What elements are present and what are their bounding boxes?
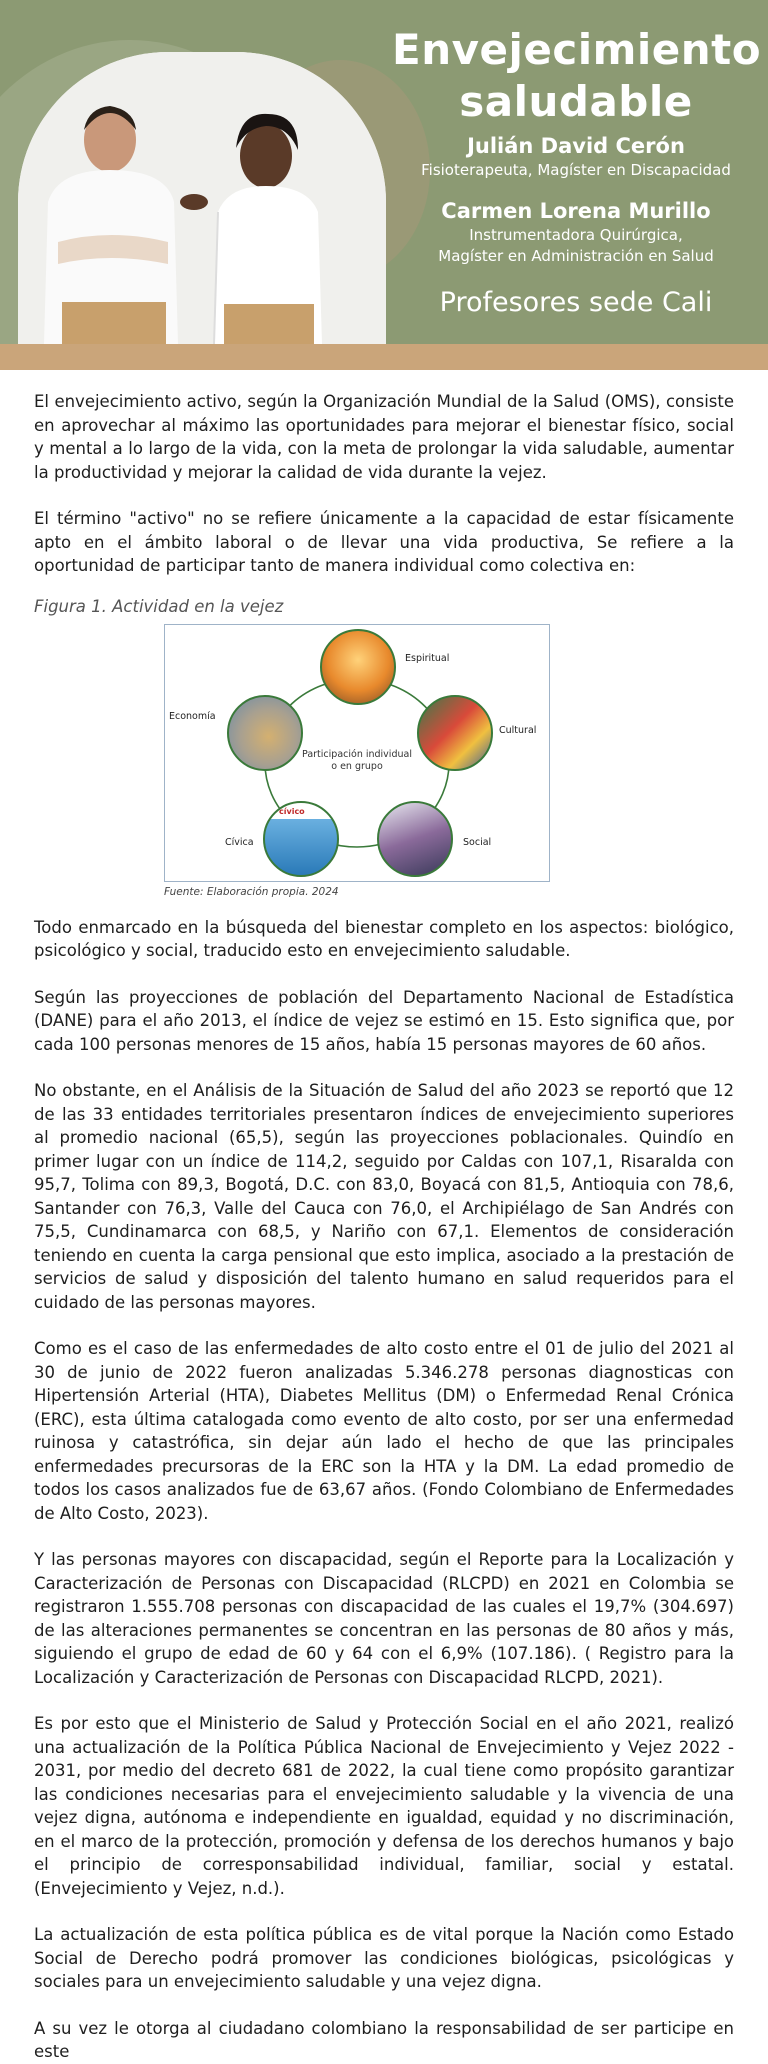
header-divider-band (0, 344, 768, 370)
paragraph-2: El término "activo" no se refiere únicamente a la capacidad de estar físicamente apto en el ámbito laboral o de llevar una vida productiva, Se refiere a la oportunidad de participar tanto de manera individual como colectiva en: (34, 509, 734, 575)
header-banner (0, 0, 768, 344)
author1-name: Julián David Cerón (467, 134, 685, 158)
author2-role-line1: Instrumentadora Quirúrgica, (469, 226, 683, 244)
paragraph-4: Según las proyecciones de población del Departamento Nacional de Estadística (DANE) para el año 2013, el índice de vejez se estimó en 15. Esto significa que, por cada 100 personas menores de 15 años, había 15 personas mayores de 60 años. (34, 987, 734, 1054)
economy-image (227, 695, 303, 771)
spiritual-image (320, 629, 396, 705)
paragraph-10: A su vez le otorga al ciudadano colombiano la responsabilidad de ser participe en este (34, 2018, 734, 2061)
title-line-1: Envejecimiento (392, 25, 762, 74)
authors-photo (18, 52, 386, 344)
label-civica: Cívica (225, 836, 254, 848)
sede-label: Profesores sede Cali (439, 287, 713, 318)
figure-caption: Figura 1. Actividad en la vejez (34, 596, 284, 616)
author2-name: Carmen Lorena Murillo (441, 199, 711, 223)
article-body (0, 370, 768, 2064)
paragraph-1: El envejecimiento activo, según la Organización Mundial de la Salud (OMS), consiste en aprovechar al máximo las oportunidades para mejorar el bienestar físico, social y mental a lo largo de la vida, con la meta de prolongar la vida saludable, aumentar la productividad y mejorar la calidad de vida durante la vejez. (34, 392, 734, 482)
center-label-line1: Participación individual (302, 748, 412, 760)
paragraph-9: La actualización de esta política pública es de vital porque la Nación como Estado Social de Derecho podrá promover las condiciones biológicas, psicológicas y sociales para un envejecimiento saludable y una vejez digna. (34, 1925, 734, 1991)
paragraph-8: Es por esto que el Ministerio de Salud y Protección Social en el año 2021, realizó una actualización de la Política Pública Nacional de Envejecimiento y Vejez 2022 - 2031, por medio del decreto 681 de 2022, la cual tiene como propósito garantizar las condiciones necesarias para el envejecimiento saludable y la vivencia de una vejez digna, autónoma e independiente en igualdad, equidad y no discriminación, en el marco de la protección, promoción y defensa de los derechos humanos y bajo el principio de corresponsabilidad individual, familiar, social y estatal. (Envejecimiento y Vejez, n.d.). (34, 1714, 734, 1898)
header-text-block (392, 24, 760, 321)
title-line-2: saludable (459, 77, 693, 126)
author1-role: Fisioterapeuta, Magíster en Discapacidad (421, 161, 731, 179)
civic-image (263, 801, 339, 877)
center-label (295, 749, 419, 773)
figure-activity-diagram (164, 624, 550, 882)
label-cultural: Cultural (499, 724, 537, 736)
paragraph-5: No obstante, en el Análisis de la Situación de Salud del año 2023 se reportó que 12 de las 33 entidades territoriales presentaron índices de envejecimiento superiores al promedio nacional (65,5), según las proyecciones poblacionales. Quindío en primer lugar con un índice de 114,2, seguido por Caldas con 107,1, Risaralda con 95,7, Tolima con 89,3, Bogotá, D.C. con 83,0, Boyacá con 81,5, Antioquia con 78,6, Santander con 76,3, Valle del Cauca con 76,0, el Archipiélago de San Andrés con 75,5, Cundinamarca con 68,5, y Nariño con 67,1. Elementos de consideración teniendo en cuenta la carga pensional que esto implica, asociado a la prestación de servicios de salud y disposición del talento humano en salud requeridos para el cuidado de las personas mayores. (34, 1081, 734, 1312)
figure-source: Fuente: Elaboración propia. 2024 (164, 885, 339, 898)
label-espiritual: Espiritual (405, 652, 450, 664)
paragraph-3: Todo enmarcado en la búsqueda del bienestar completo en los aspectos: biológico, psicológico y social, traducido esto en envejecimiento saludable. (34, 917, 734, 960)
cultural-image (417, 695, 493, 771)
author2-role-line2: Magíster en Administración en Salud (438, 247, 714, 265)
civico-badge: cívico (279, 806, 305, 816)
label-social: Social (463, 836, 492, 848)
label-economia: Economía (169, 710, 216, 722)
social-image (377, 801, 453, 877)
paragraph-6: Como es el caso de las enfermedades de alto costo entre el 01 de julio del 2021 al 30 de junio de 2022 fueron analizadas 5.346.278 personas diagnosticas con Hipertensión Arterial (HTA), Diabetes Mellitus (DM) o Enfermedad Renal Crónica (ERC), esta última catalogada como evento de alto costo, por ser una enfermedad ruinosa y catastrófica, sin dejar aún lado el hecho de que las principales enfermedades precursoras de la ERC son la HTA y la DM. La edad promedio de todos los casos analizados fue de 63,67 años. (Fondo Colombiano de Enfermedades de Alto Costo, 2023). (34, 1339, 734, 1523)
paragraph-7: Y las personas mayores con discapacidad, según el Reporte para la Localización y Caracterización de Personas con Discapacidad (RLCPD) en 2021 en Colombia se registraron 1.555.708 personas con discapacidad de las cuales el 19,7% (304.697) de las alteraciones permanentes se concentran en las personas de 80 años y más, siguiendo el grupo de edad de 60 y 64 con el 6,9% (107.186). ( Registro para la Localización y Caracterización de Personas con Discapacidad RLCPD, 2021). (34, 1550, 734, 1687)
center-label-line2: o en grupo (331, 760, 383, 772)
